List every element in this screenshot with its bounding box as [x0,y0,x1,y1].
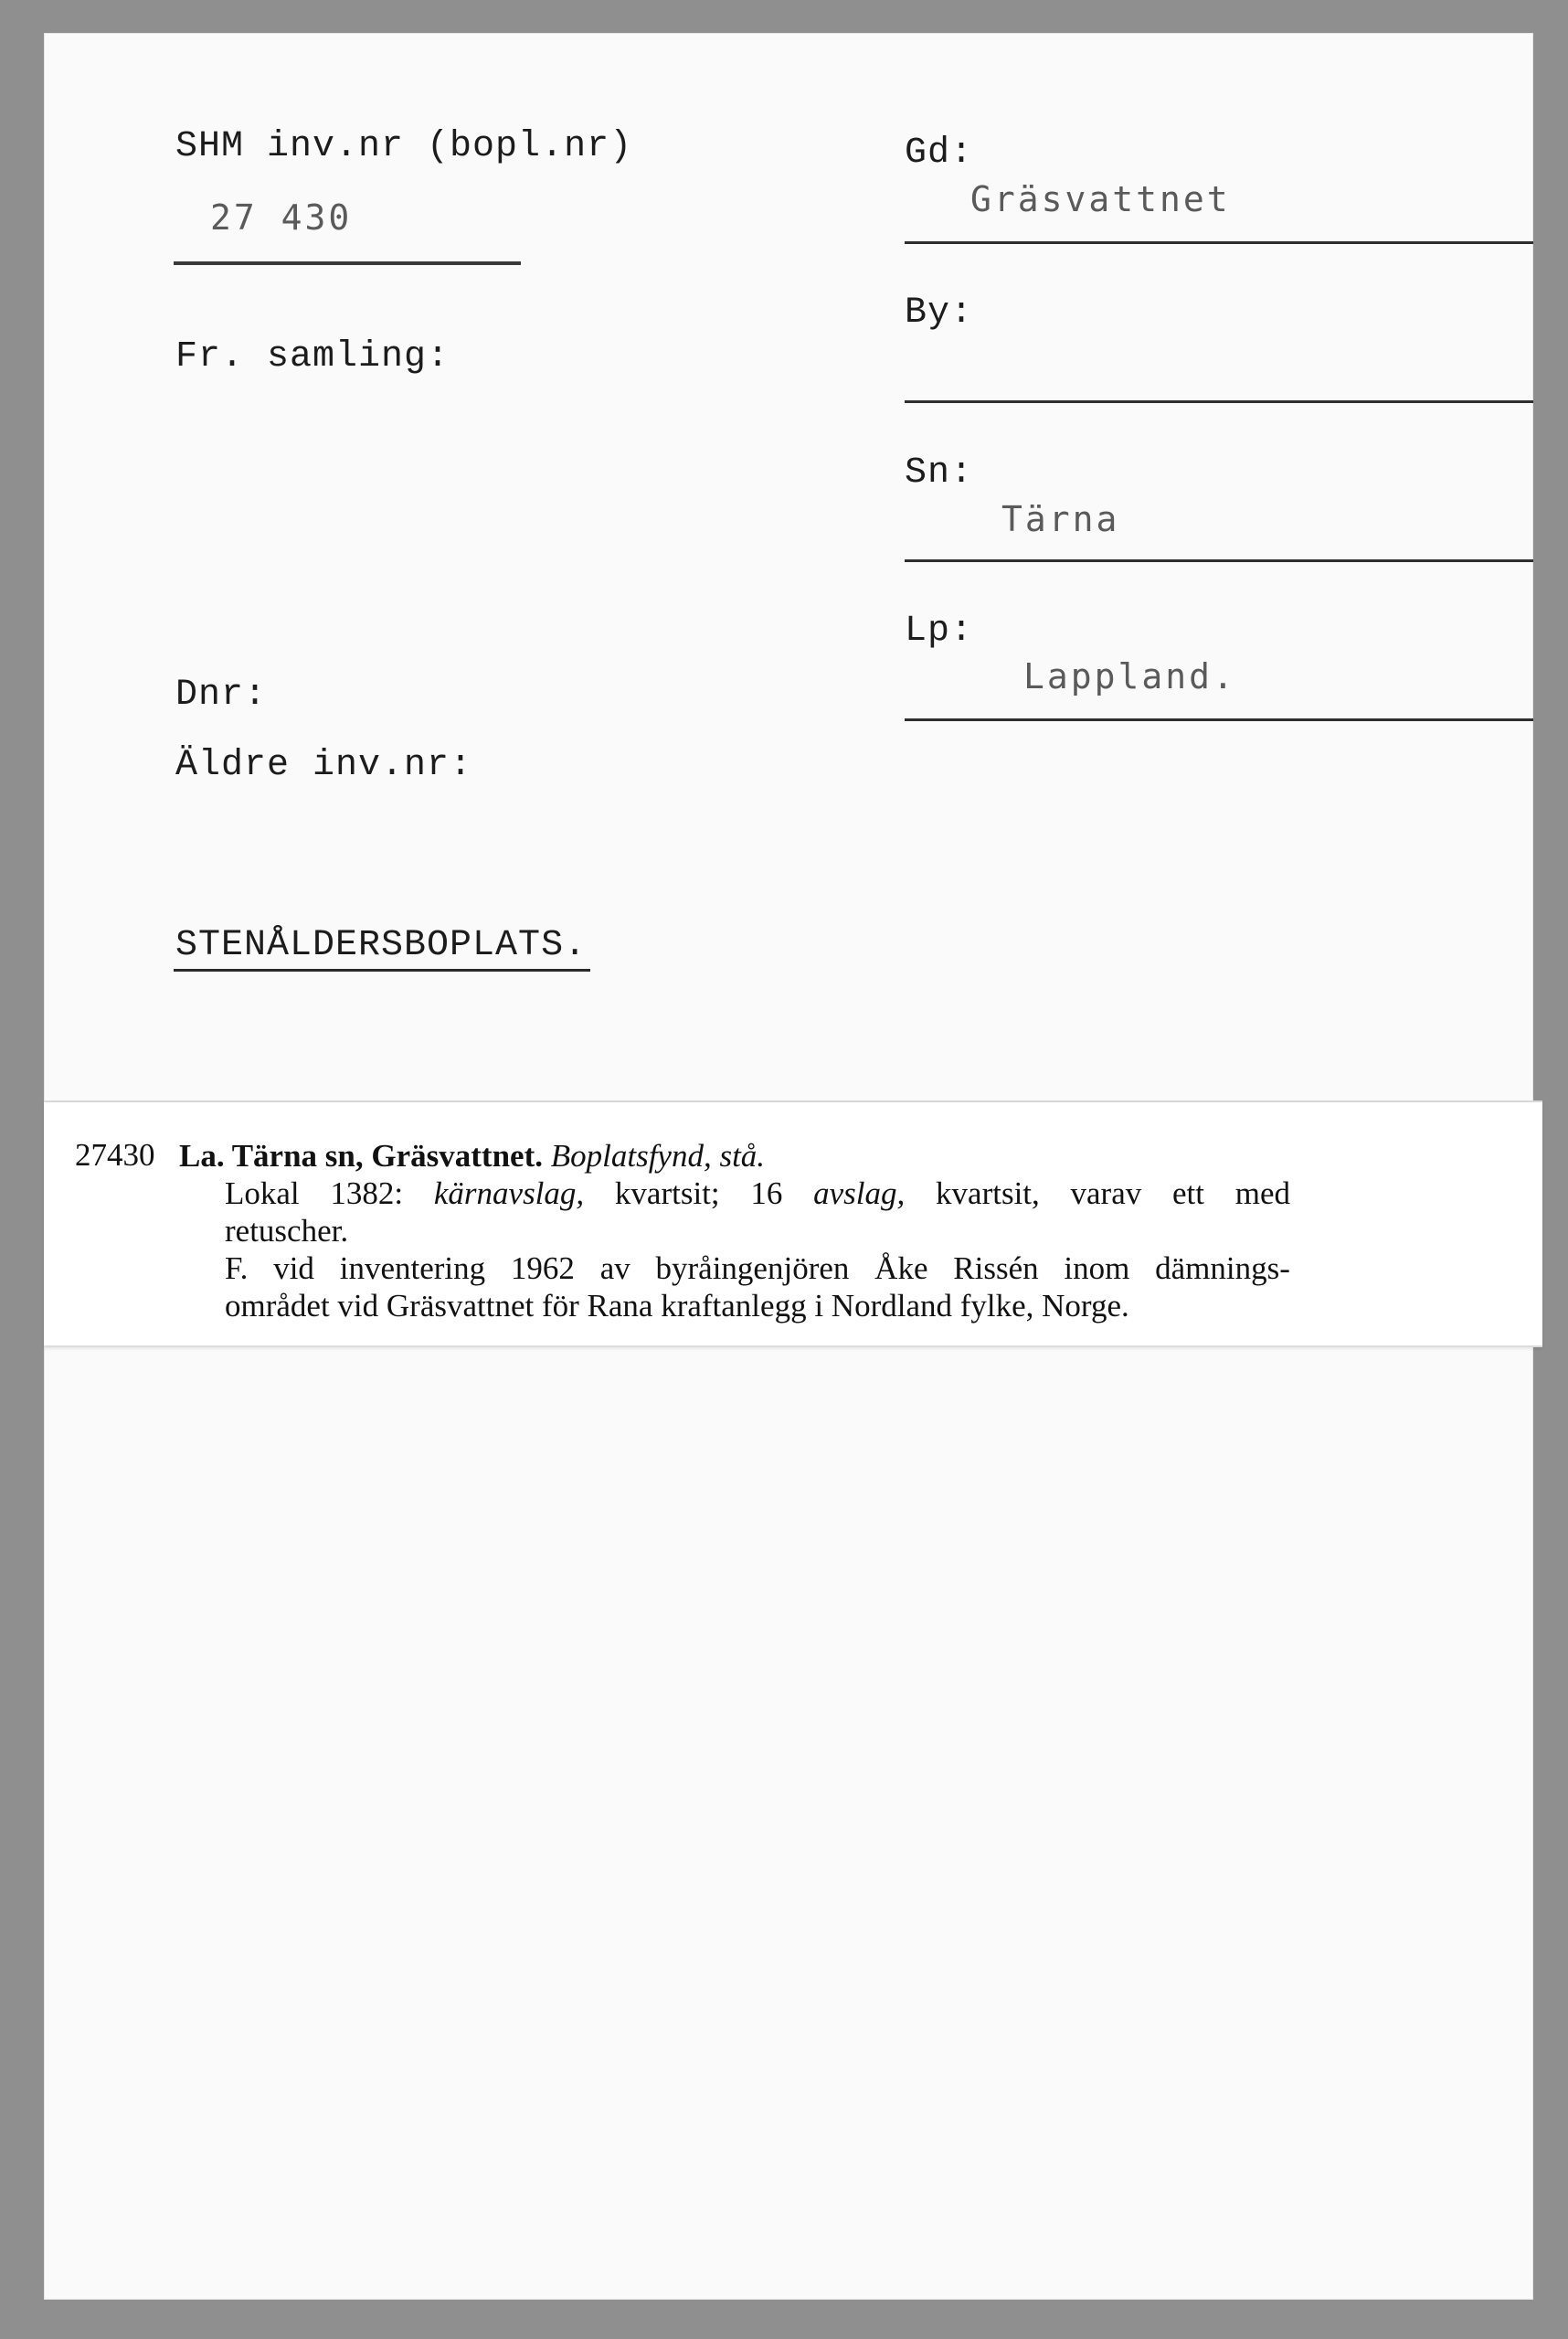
sn-line [905,559,1533,562]
slip-word: Lokal [225,1175,300,1211]
gd-label: Gd: [905,133,974,174]
slip-heading [179,1137,1290,1175]
slip-word: 1382: [330,1175,404,1211]
slip-word: avslag, [813,1175,906,1211]
slip-heading-italic: Boplatsfynd, stå. [550,1138,766,1174]
slip-word: vid [273,1250,314,1286]
lp-label: Lp: [905,611,974,652]
by-line [905,400,1533,403]
lp-value: Lappland. [1023,656,1236,696]
slip-line-2 [179,1175,1290,1212]
slip-word: 16 [750,1175,783,1211]
slip-word: byråingenjören [655,1250,850,1286]
category-underline [174,969,590,972]
slip-word: med [1234,1175,1290,1211]
inv-number: 27 430 [210,197,353,238]
slip-word: kvartsit, [936,1175,1040,1211]
slip-text [179,1137,1290,1324]
slip-word: av [599,1250,630,1286]
lp-line [905,718,1533,721]
by-label: By: [905,292,974,334]
slip-line-3: retuscher. [225,1213,349,1249]
gd-value: Gräsvattnet [970,179,1231,219]
inv-number-underline [174,261,521,265]
gd-line [905,241,1533,244]
sn-label: Sn: [905,452,974,494]
slip-word: inventering [339,1250,486,1286]
slip-word: F. [225,1250,249,1286]
shm-inv-label: SHM inv.nr (bopl.nr) [175,126,633,167]
slip-word: dämnings- [1155,1250,1290,1286]
slip-line-4 [179,1249,1290,1287]
slip-word: Åke [874,1250,928,1286]
slip-word: 1962 [510,1250,575,1286]
slip-number: 27430 [75,1137,155,1173]
category-heading: STENÅLDERSBOPLATS. [175,925,588,966]
slip-word: kvartsit; [614,1175,720,1211]
slip-line-5: området vid Gräsvattnet för Rana kraftanlegg i Nordland fylke, Norge. [225,1288,1129,1324]
slip-word: ett [1172,1175,1204,1211]
slip-word: varav [1070,1175,1142,1211]
slip-word: kärnavslag, [433,1175,585,1211]
slip-word: inom [1064,1250,1130,1286]
slip-heading-bold: La. Tärna sn, Gräsvattnet. [179,1138,543,1174]
printed-catalog-slip [44,1100,1542,1347]
slip-word: Rissén [953,1250,1039,1286]
sn-value: Tärna [1001,499,1120,539]
aldre-inv-label: Äldre inv.nr: [175,745,473,786]
fr-samling-label: Fr. samling: [175,336,450,377]
dnr-label: Dnr: [175,675,268,716]
